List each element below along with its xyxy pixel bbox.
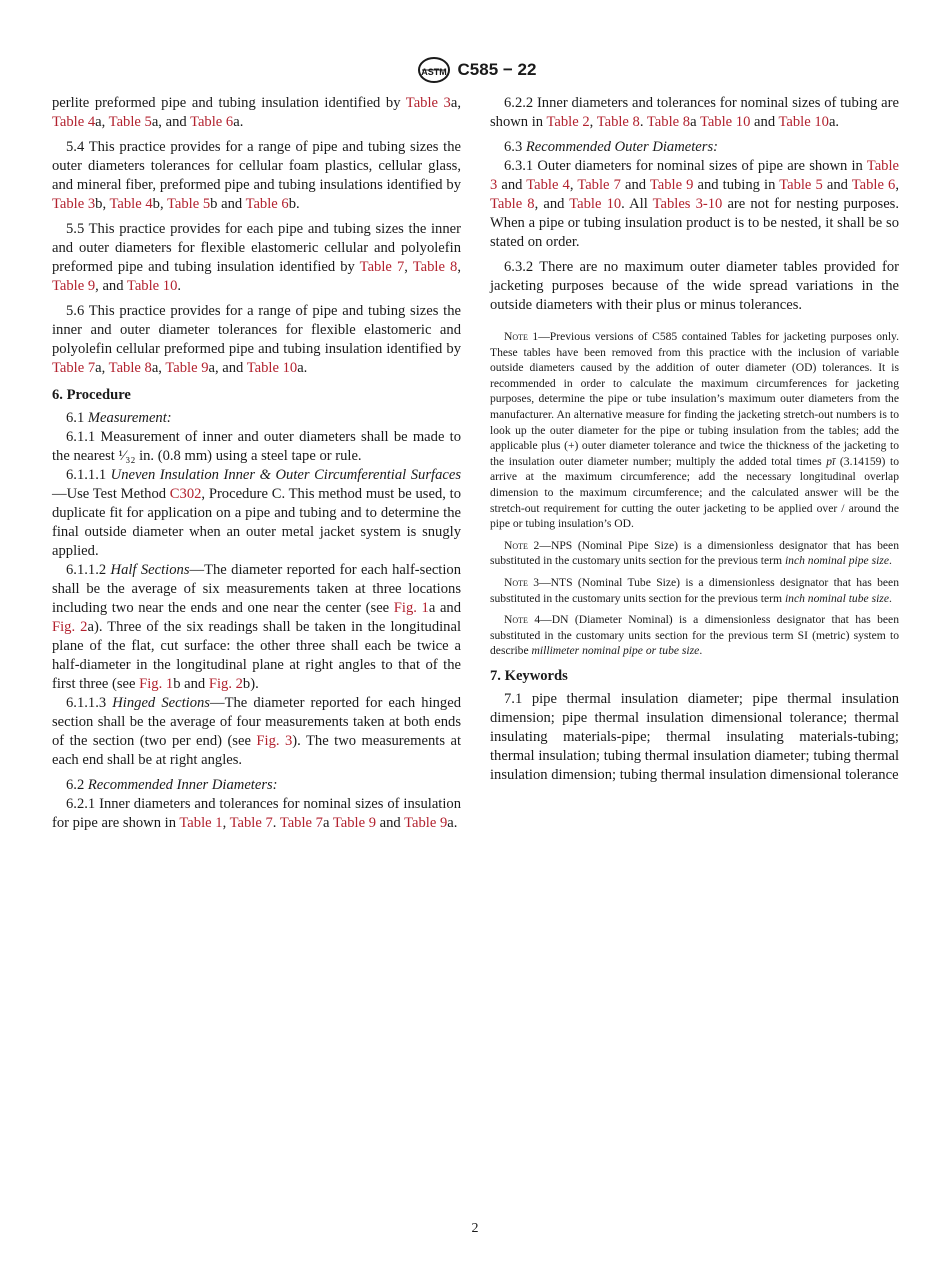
link-table-9a[interactable]: Table 9 (404, 815, 448, 831)
note-1: Note 1—Previous versions of C585 contained Tables for jacketing purposes only. These tables have been removed from this practice with the inclusion of variable outside diameters caused by the addition of outer diameter (OD) tolerances. It is recommended in order to calculate the maximum circumferences for jacketing purposes, determine the pipe or tube insulation’s maximum outer diameters from the manufacturer. An alternative measure for finding the jacketing stretch-out numbers is to look up the outer diameter for the pipe or tubing insulation from the tables; add the applicable plus (+) outer diameter tolerance and twice the thickness of the jacketing to the insulation outer diameter number; multiply the added total times pī (3.14159) to arrive at the maximum circumference; add the necessary longitudinal overlap dimension to the maximum circumference; and the calculated answer will be the stretch-out requirement for cutting the outer jacketing to be applied over / around the pipe or tubing insulation’s OD. (490, 330, 899, 531)
link-fig-1[interactable]: Fig. 1 (393, 600, 429, 616)
link-table-7[interactable]: Table 7 (52, 360, 96, 376)
link-table-8[interactable]: Table 8 (490, 196, 535, 212)
link-fig-2[interactable]: Fig. 2 (52, 619, 88, 635)
document-id: C585 − 22 (457, 60, 537, 79)
link-table-10[interactable]: Table 10 (699, 114, 751, 130)
paragraph-6-3-1: 6.3.1 Outer diameters for nominal sizes of pipe are shown in Table 3 and Table 4, Table 7 and Table 9 and tubing in Table 5 and Table 6, Table 8, and Table 10. All Tables 3-10 are not for nesting purposes. When a pipe or tubing insulation product is to be nested, it shall be so stated on order. (490, 158, 899, 250)
link-table-7[interactable]: Table 7 (577, 177, 621, 193)
link-table-5[interactable]: Table 5 (167, 196, 211, 212)
astm-logo-icon (414, 56, 454, 84)
link-c302[interactable]: C302 (169, 486, 202, 502)
paragraph-6-3: 6.3 Recommended Outer Diameters: (504, 139, 718, 155)
link-table-2[interactable]: Table 2 (546, 114, 590, 130)
link-table-10[interactable]: Table 10 (126, 278, 178, 294)
link-table-8[interactable]: Table 8 (108, 360, 152, 376)
link-table-1[interactable]: Table 1 (179, 815, 223, 831)
paragraph-6-1: 6.1 Measurement: (66, 410, 172, 426)
svg-text:ASTM: ASTM (420, 67, 447, 77)
link-table-4[interactable]: Table 4 (52, 114, 96, 130)
link-table-8[interactable]: Table 8 (596, 114, 640, 130)
paragraph-6-2-2: 6.2.2 Inner diameters and tolerances for nominal sizes of tubing are shown in Table 2, Table 8. Table 8a Table 10 and Table 10a. (490, 95, 899, 130)
note-2: Note 2—NPS (Nominal Pipe Size) is a dimensionless designator that has been substituted in the customary units section for the previous term inch nominal pipe size. (490, 538, 899, 568)
paragraph-6-2: 6.2 Recommended Inner Diameters: (66, 777, 278, 793)
notes-block (490, 329, 899, 659)
link-table-7[interactable]: Table 7 (229, 815, 273, 831)
section-6-heading: 6. Procedure (52, 387, 131, 403)
link-fig-1[interactable]: Fig. 1 (139, 676, 174, 692)
right-column (490, 94, 899, 791)
link-table-3[interactable]: Table 3 (405, 95, 451, 111)
link-table-5[interactable]: Table 5 (779, 177, 823, 193)
link-table-4[interactable]: Table 4 (526, 177, 570, 193)
link-table-3[interactable]: Table 3 (52, 196, 96, 212)
link-table-4[interactable]: Table 4 (109, 196, 153, 212)
note-3: Note 3—NTS (Nominal Tube Size) is a dimensionless designator that has been substituted in the customary units section for the previous term inch nominal tube size. (490, 575, 899, 605)
link-table-7[interactable]: Table 7 (359, 259, 405, 275)
link-table-8[interactable]: Table 8 (412, 259, 458, 275)
paragraph-7-1: 7.1 pipe thermal insulation diameter; pipe thermal insulation dimension; pipe thermal insulation dimensional tolerance; thermal insulating materials-pipe; thermal insulating materials-tubing; thermal insulation; tubing thermal insulation diameter; tubing thermal insulation dimension; tubing thermal insulation dimensional tolerance (490, 690, 899, 783)
paragraph-6-1-1-1: 6.1.1.1 Uneven Insulation Inner & Outer Circumferential Surfaces—Use Test Method C302, Procedure C. This method must be used, to duplicate fit for application on a pipe and tubing and to determine the final outside diameter when an outer metal jacket system is snugly applied. (52, 467, 462, 559)
link-table-9[interactable]: Table 9 (649, 177, 694, 193)
note-4: Note 4—DN (Diameter Nominal) is a dimensionless designator that has been substituted in the customary units section for the previous term SI (metric) system to describe millimeter nominal pipe or tube size. (490, 613, 899, 658)
link-table-6[interactable]: Table 6 (245, 196, 289, 212)
link-table-9[interactable]: Table 9 (52, 278, 96, 294)
paragraph-6-1-1-2: 6.1.1.2 Half Sections—The diameter reported for each half-section shall be the average of six measurements taken at three locations including two near the ends and one near the center (see Fig. 1a and Fig. 2a). Three of the six readings shall be taken in the longitudinal plane of the flat, cut surface: the other three shall each be twice a half-diameter in the longitudinal plane at right angles to that of the first three (see Fig. 1b and Fig. 2b). (52, 562, 462, 692)
link-table-8a[interactable]: Table 8 (646, 114, 691, 130)
paragraph-6-1-1-3: 6.1.1.3 Hinged Sections—The diameter reported for each hinged section shall be the average of four measurements taken at both ends of the section (two per end) (see Fig. 3). The two measurements at each end shall be at right angles. (52, 695, 462, 768)
paragraph-6-3-2: 6.3.2 There are no maximum outer diameter tables provided for jacketing purposes because of the wide spread variations in the outside diameters with their plus or minus tolerances. (490, 259, 899, 313)
link-table-10[interactable]: Table 10 (569, 196, 622, 212)
link-fig-2[interactable]: Fig. 2 (208, 676, 243, 692)
paragraph-5-5: 5.5 This practice provides for each pipe and tubing sizes the inner and outer diameters for flexible elastomeric cellular and polyolefin preformed pipe and tubing insulation identified by Table 7, Table 8, Table 9, and Table 10. (52, 221, 461, 294)
section-7-heading: 7. Keywords (490, 667, 568, 684)
link-table-3[interactable]: Table 3 (490, 158, 899, 193)
link-table-6[interactable]: Table 6 (851, 177, 896, 193)
page-header (0, 56, 950, 89)
link-fig-3[interactable]: Fig. 3 (256, 733, 293, 749)
paragraph-6-2-1: 6.2.1 Inner diameters and tolerances for nominal sizes of insulation for pipe are shown in Table 1, Table 7. Table 7a Table 9 and Table 9a. (52, 796, 461, 831)
left-column (52, 94, 461, 839)
paragraph-6-1-1: 6.1.1 Measurement of inner and outer diameters shall be made to the nearest ¹⁄₃₂ in. (0.8 mm) using a steel tape or rule. (52, 429, 461, 464)
paragraph-5-4: 5.4 This practice provides for a range of pipe and tubing sizes the outer diameters tolerances for cellular foam plastics, cellular glass, and mineral fiber, preformed pipe and tubing insulations identified by Table 3b, Table 4b, Table 5b and Table 6b. (52, 139, 461, 212)
link-table-10a[interactable]: Table 10 (778, 114, 829, 130)
link-table-7a[interactable]: Table 7 (279, 815, 323, 831)
paragraph-5-6: 5.6 This practice provides for a range of pipe and tubing sizes the inner and outer diameter tolerances for flexible elastomeric and polyolefin cellular preformed pipe and tubing insulation identified by Table 7a, Table 8a, Table 9a, and Table 10a. (52, 303, 461, 376)
link-table-6[interactable]: Table 6 (190, 114, 234, 130)
link-table-10[interactable]: Table 10 (246, 360, 298, 376)
page-number: 2 (471, 1221, 479, 1236)
link-table-5[interactable]: Table 5 (108, 114, 152, 130)
link-table-9[interactable]: Table 9 (165, 360, 209, 376)
link-tables-3-10[interactable]: Tables 3-10 (652, 196, 723, 212)
link-table-9[interactable]: Table 9 (332, 815, 376, 831)
paragraph-5-3-continued: perlite preformed pipe and tubing insulation identified by Table 3a, Table 4a, Table 5a, and Table 6a. (52, 95, 461, 130)
